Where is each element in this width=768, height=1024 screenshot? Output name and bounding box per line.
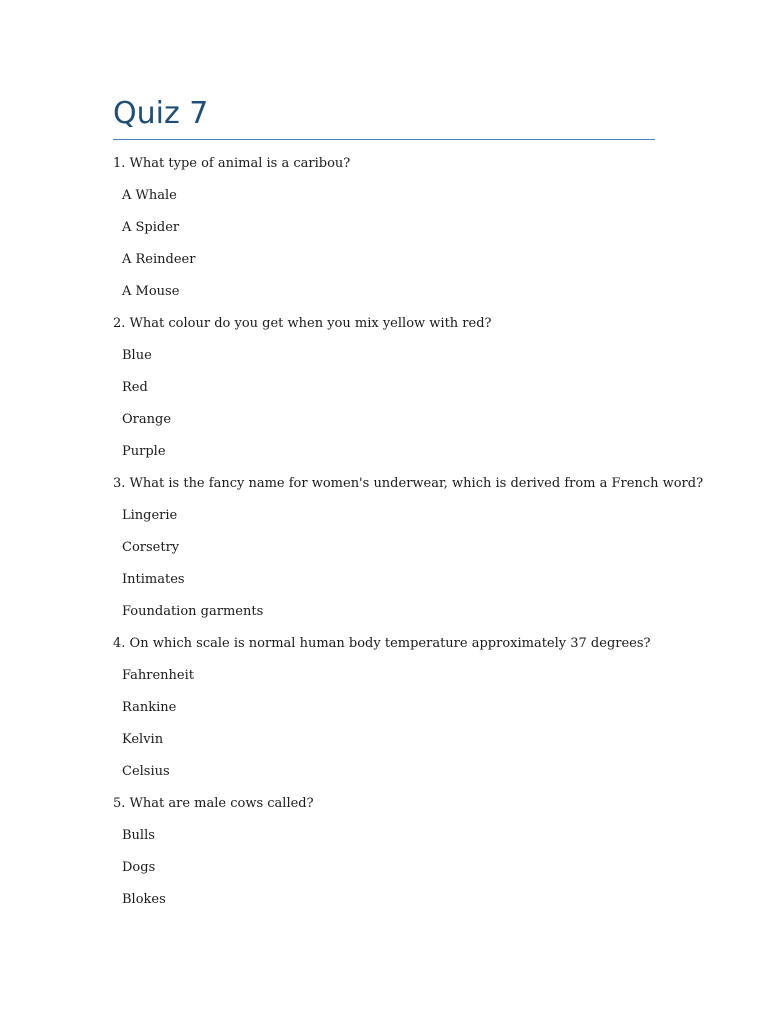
question-list: [113, 155, 704, 923]
answer-option: Red: [122, 380, 148, 395]
answer-option: Rankine: [122, 700, 177, 715]
answer-option: Bulls: [122, 828, 155, 843]
answer-option: A Reindeer: [122, 252, 196, 267]
answer-option: Fahrenheit: [122, 668, 194, 683]
question-text: 5. What are male cows called?: [113, 796, 314, 811]
answer-option: Corsetry: [122, 540, 180, 555]
answer-option: Orange: [122, 412, 172, 427]
answer-option: Celsius: [122, 764, 170, 779]
document-page: [113, 94, 704, 923]
title-divider: [113, 139, 655, 140]
answer-option: Foundation garments: [122, 604, 264, 619]
answer-option: A Mouse: [122, 284, 180, 299]
question-text: 3. What is the fancy name for women's underwear, which is derived from a French word?: [113, 476, 704, 491]
answer-option: Kelvin: [122, 732, 164, 747]
answer-option: Blokes: [122, 892, 166, 907]
answer-option: Dogs: [122, 860, 156, 875]
answer-option: Purple: [122, 444, 166, 459]
answer-option: A Whale: [122, 188, 177, 203]
question-text: 1. What type of animal is a caribou?: [113, 156, 351, 171]
page-title: Quiz 7: [113, 96, 209, 131]
answer-option: Blue: [122, 348, 152, 363]
answer-option: Lingerie: [122, 508, 178, 523]
question-text: 4. On which scale is normal human body temperature approximately 37 degrees?: [113, 636, 651, 651]
question-text: 2. What colour do you get when you mix yellow with red?: [113, 316, 492, 331]
answer-option: Intimates: [122, 572, 185, 587]
answer-option: A Spider: [122, 220, 180, 235]
